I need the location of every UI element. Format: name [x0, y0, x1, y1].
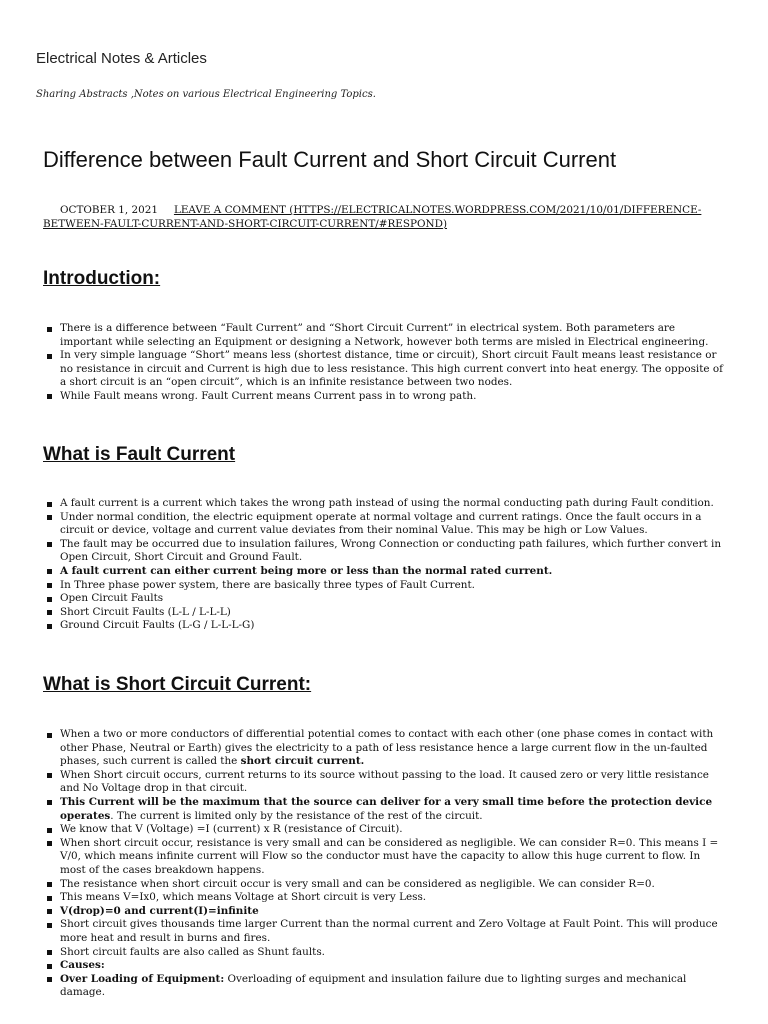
- list-item: The resistance when short circuit occur is very small and can be considered as negligible. We can consider R=0.: [43, 878, 723, 892]
- list-item: [43, 565, 723, 579]
- list-item: [43, 959, 723, 973]
- short-circuit-list: [43, 728, 723, 1000]
- list-item: Short circuit gives thousands time larger Current than the normal current and Zero Voltage at Fault Point. This will produce more heat and result in burns and fires.: [43, 918, 723, 945]
- post-title: Difference between Fault Current and Short Circuit Current: [43, 147, 617, 172]
- heading-short-circuit-current: What is Short Circuit Current:: [43, 674, 312, 695]
- list-item: Short circuit faults are also called as Shunt faults.: [43, 946, 723, 960]
- list-item: In Three phase power system, there are basically three types of Fault Current.: [43, 579, 723, 593]
- leave-comment-link[interactable]: LEAVE A COMMENT (HTTPS://ELECTRICALNOTES.WORDPRESS.COM/2021/10/01/DIFFERENCE-BETWEEN-FAULT-CURRENT-AND-SHORT-CIRCUIT-CURRENT/#RESPOND: [43, 204, 702, 230]
- list-item: There is a difference between “Fault Current” and “Short Circuit Current” in electrical system. Both parameters are important while selecting an Equipment or designing a Network, however both terms are misled in Electrical engineering.: [43, 322, 723, 349]
- introduction-list: [43, 322, 723, 404]
- bold-text: Causes:: [60, 959, 105, 972]
- fault-current-list: [43, 497, 723, 633]
- list-item: [43, 796, 723, 823]
- list-item: [43, 905, 723, 919]
- list-item: [43, 728, 723, 769]
- list-item: The fault may be occurred due to insulation failures, Wrong Connection or conducting path failures, which further convert in Open Circuit, Short Circuit and Ground Fault.: [43, 538, 723, 565]
- list-item: A fault current is a current which takes the wrong path instead of using the normal conducting path during Fault condition.: [43, 497, 723, 511]
- site-tagline: Sharing Abstracts ,Notes on various Electrical Engineering Topics.: [36, 89, 376, 100]
- list-item: [43, 973, 723, 1000]
- post-date: OCTOBER 1, 2021: [60, 204, 158, 216]
- heading-fault-current: What is Fault Current: [43, 444, 236, 465]
- list-item: When Short circuit occurs, current returns to its source without passing to the load. It caused zero or very little resistance and No Voltage drop in that circuit.: [43, 769, 723, 796]
- list-item: Under normal condition, the electric equipment operate at normal voltage and current ratings. Once the fault occurs in a circuit or device, voltage and current value deviates from their nominal Value. This may be high or Low Values.: [43, 511, 723, 538]
- comment-link-close: ): [442, 218, 448, 230]
- list-item: Ground Circuit Faults (L-G / L-L-L-G): [43, 619, 723, 633]
- post-meta: [43, 203, 733, 231]
- bold-text: Over Loading of Equipment:: [60, 972, 225, 985]
- item-text: When a two or more conductors of differential potential comes to contact with each other (one phase comes in contact with other Phase, Neutral or Earth) gives the electricity to a path of less resistance hence a large current flow in the un-faulted phases, such current is called the: [60, 728, 714, 768]
- list-item: When short circuit occur, resistance is very small and can be considered as negligible. We can consider R=0. This means I = V/0, which means infinite current will Flow so the conductor must have the capacity to allow this huge current to flow. In most of the cases breakdown happens.: [43, 837, 723, 878]
- bold-text: short circuit current.: [240, 755, 365, 768]
- list-item: While Fault means wrong. Fault Current means Current pass in to wrong path.: [43, 390, 723, 404]
- list-item: This means V=Ix0, which means Voltage at Short circuit is very Less.: [43, 891, 723, 905]
- item-text: Overloading of equipment and insulation failure due to lighting surges and mechanical damage.: [60, 972, 687, 999]
- heading-introduction: Introduction:: [43, 268, 161, 289]
- list-item: Open Circuit Faults: [43, 592, 723, 606]
- list-item: In very simple language “Short” means less (shortest distance, time or circuit), Short circuit Fault means least resistance or no resistance in circuit and Current is high due to less resistance. This high current convert into heat energy. The opposite of a short circuit is an “open circuit”, which is an infinite resistance between two nodes.: [43, 349, 723, 390]
- item-text: . The current is limited only by the resistance of the rest of the circuit.: [110, 809, 483, 822]
- bold-text: A fault current can either current being more or less than the normal rated current.: [60, 564, 553, 577]
- list-item: We know that V (Voltage) =I (current) x R (resistance of Circuit).: [43, 823, 723, 837]
- list-item: Short Circuit Faults (L-L / L-L-L): [43, 606, 723, 620]
- bold-text: V(drop)=0 and current(I)=infinite: [60, 904, 259, 917]
- bold-text: This Current will be the maximum that the source can deliver for a very small time before the protection device operates: [60, 795, 713, 822]
- site-title[interactable]: Electrical Notes & Articles: [36, 50, 207, 67]
